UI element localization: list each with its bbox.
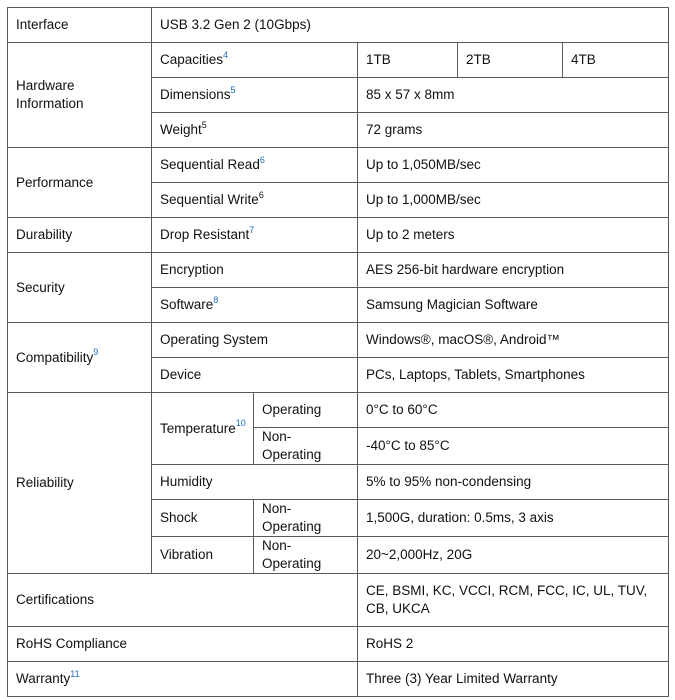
row-warranty [8,662,669,697]
capacity-4tb: 4TB [563,43,669,78]
weight-value: 72 grams [358,113,669,148]
footnote-9: 9 [93,347,99,357]
vibration-label: Vibration [152,537,254,574]
reliability-label: Reliability [8,393,152,574]
seq-write-value: Up to 1,000MB/sec [358,183,669,218]
seq-write-label: Sequential Write$^6$ [152,183,358,218]
certifications-label: Certifications [8,574,358,627]
footnote-6b: 6 [258,189,264,200]
certifications-value: CE, BSMI, KC, VCCI, RCM, FCC, IC, UL, TUV, CB, UKCA [358,574,669,627]
temp-operating-label: Operating [254,393,358,428]
shock-value: 1,500G, duration: 0.5ms, 3 axis [358,500,669,537]
footnote-8: 8 [213,294,219,305]
humidity-label: Humidity [152,465,358,500]
interface-label: Interface [8,8,152,43]
hardware-label: Hardware Information [8,43,152,148]
durability-label: Durability [8,218,152,253]
rohs-value: RoHS 2 [358,627,669,662]
os-label: Operating System [152,323,358,358]
capacity-1tb: 1TB [358,43,458,78]
rohs-label: RoHS Compliance [8,627,358,662]
shock-label: Shock [152,500,254,537]
security-label: Security [8,253,152,323]
drop-label: Drop Resistant$^7$ [152,218,358,253]
capacity-2tb: 2TB [458,43,563,78]
row-capacities [8,43,669,78]
software-label: Software$^8$ [152,288,358,323]
footnote-6: 6 [259,154,265,165]
warranty-value: Three (3) Year Limited Warranty [358,662,669,697]
row-os [8,323,669,358]
row-temp-operating [8,393,669,428]
row-rohs [8,627,669,662]
row-interface [8,8,669,43]
footnote-11: 11 [70,668,80,679]
footnote-4: 4 [223,49,229,60]
drop-value: Up to 2 meters [358,218,669,253]
performance-label: Performance [8,148,152,218]
vibration-condition: Non-Operating [254,537,358,574]
capacities-label: Capacities$^4$ [152,43,358,78]
os-value: Windows®, macOS®, Android™ [358,323,669,358]
spec-table [7,7,669,697]
software-value: Samsung Magician Software [358,288,669,323]
dimensions-label: Dimensions$^5$ [152,78,358,113]
device-label: Device [152,358,358,393]
row-encryption [8,253,669,288]
encryption-value: AES 256-bit hardware encryption [358,253,669,288]
temp-non-operating-value: -40°C to 85°C [358,428,669,465]
device-value: PCs, Laptops, Tablets, Smartphones [358,358,669,393]
humidity-value: 5% to 95% non-condensing [358,465,669,500]
warranty-label: Warranty$^{11}$ [8,662,358,697]
seq-read-value: Up to 1,050MB/sec [358,148,669,183]
shock-condition: Non-Operating [254,500,358,537]
encryption-label: Encryption [152,253,358,288]
compatibility-label: Compatibility$^9$ [8,323,152,393]
row-certifications [8,574,669,627]
temp-non-operating-label: Non-Operating [254,428,358,465]
row-seq-read [8,148,669,183]
dimensions-value: 85 x 57 x 8mm [358,78,669,113]
footnote-10: 10 [235,418,246,428]
temperature-label: Temperature$^{10}$ [152,393,254,465]
weight-label: Weight$^5$ [152,113,358,148]
footnote-5b: 5 [201,119,207,130]
temp-operating-value: 0°C to 60°C [358,393,669,428]
seq-read-label: Sequential Read$^6$ [152,148,358,183]
row-durability [8,218,669,253]
interface-value: USB 3.2 Gen 2 (10Gbps) [152,8,669,43]
footnote-5: 5 [230,84,236,95]
vibration-value: 20~2,000Hz, 20G [358,537,669,574]
footnote-7: 7 [249,224,255,235]
